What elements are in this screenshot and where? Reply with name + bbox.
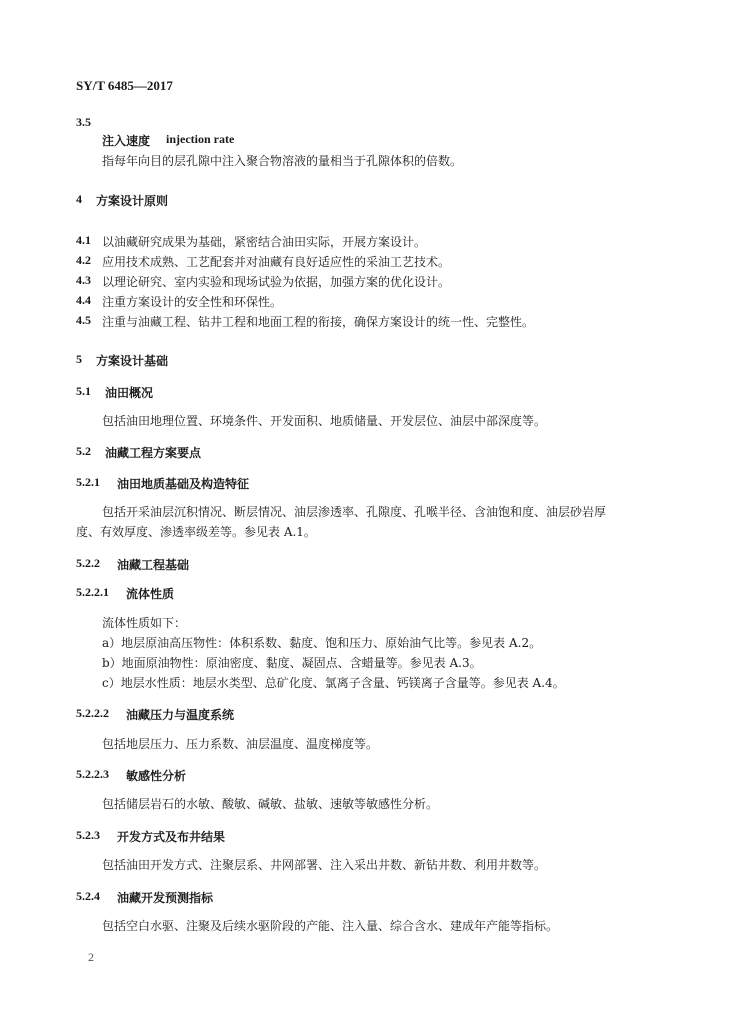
clause-number: 5.1 bbox=[76, 384, 91, 398]
clause-number: 5.2 bbox=[76, 444, 91, 458]
clause-text: 注重与油藏工程、钻井工程和地面工程的衔接，确保方案设计的统一性、完整性。 bbox=[102, 315, 535, 329]
clause-text: 包括空白水驱、注聚及后续水驱阶段的产能、注入量、综合含水、建成年产能等指标。 bbox=[102, 919, 559, 933]
page-number: 2 bbox=[88, 950, 94, 964]
clause-number: 5.2.4 bbox=[76, 889, 100, 903]
section-title: 方案设计原则 bbox=[96, 194, 169, 208]
clause-text: 以理论研究、室内实验和现场试验为依据，加强方案的优化设计。 bbox=[102, 275, 451, 289]
clause-text: 包括油田地理位置、环境条件、开发面积、地质储量、开发层位、油层中部深度等。 bbox=[102, 414, 547, 428]
clause-number: 3.5 bbox=[76, 115, 91, 129]
clause-title: 油藏压力与温度系统 bbox=[126, 708, 235, 722]
term-english: injection rate bbox=[166, 132, 235, 146]
standard-number: SY/T 6485—2017 bbox=[76, 78, 173, 93]
clause-number: 5.2.2.1 bbox=[76, 585, 109, 599]
clause-title: 油田概况 bbox=[105, 386, 154, 400]
clause-text: 应用技术成熟、工艺配套并对油藏有良好适应性的采油工艺技术。 bbox=[102, 255, 451, 269]
clause-number: 5.2.2 bbox=[76, 556, 100, 570]
clause-number: 5.2.2.2 bbox=[76, 706, 109, 720]
clause-number: 4.3 bbox=[76, 273, 91, 287]
clause-title: 油藏开发预测指标 bbox=[117, 891, 214, 905]
clause-text: 注重方案设计的安全性和环保性。 bbox=[102, 295, 283, 309]
list-item: a）地层原油高压物性：体积系数、黏度、饱和压力、原始油气比等。参见表 A.2。 bbox=[102, 636, 542, 650]
list-item: b）地面原油物性：原油密度、黏度、凝固点、含蜡量等。参见表 A.3。 bbox=[102, 656, 482, 670]
clause-number: 4.5 bbox=[76, 313, 91, 327]
clause-text: 包括储层岩石的水敏、酸敏、碱敏、盐敏、速敏等敏感性分析。 bbox=[102, 797, 439, 811]
clause-number: 4.1 bbox=[76, 233, 91, 247]
clause-number: 5.2.1 bbox=[76, 475, 100, 489]
clause-text: 包括地层压力、压力系数、油层温度、温度梯度等。 bbox=[102, 737, 379, 751]
section-number: 5 bbox=[76, 352, 82, 366]
clause-text: 以油藏研究成果为基础，紧密结合油田实际，开展方案设计。 bbox=[102, 235, 427, 249]
clause-number: 4.4 bbox=[76, 293, 91, 307]
clause-number: 5.2.3 bbox=[76, 828, 100, 842]
clause-number: 5.2.2.3 bbox=[76, 767, 109, 781]
clause-title: 流体性质 bbox=[126, 587, 175, 601]
clause-title: 开发方式及布井结果 bbox=[117, 830, 226, 844]
term-chinese: 注入速度 bbox=[102, 134, 151, 148]
section-title: 方案设计基础 bbox=[96, 354, 169, 368]
section-number: 4 bbox=[76, 192, 82, 206]
clause-title: 油田地质基础及构造特征 bbox=[117, 477, 250, 491]
list-item: c）地层水性质：地层水类型、总矿化度、氯离子含量、钙镁离子含量等。参见表 A.4。 bbox=[102, 676, 565, 690]
term-definition: 指每年向目的层孔隙中注入聚合物溶液的量相当于孔隙体积的倍数。 bbox=[102, 154, 463, 168]
clause-text: 包括油田开发方式、注聚层系、井网部署、注入采出井数、新钻井数、利用井数等。 bbox=[102, 858, 547, 872]
clause-title: 敏感性分析 bbox=[126, 769, 187, 783]
clause-number: 4.2 bbox=[76, 253, 91, 267]
list-intro: 流体性质如下： bbox=[102, 616, 187, 630]
clause-text: 包括开采油层沉积情况、断层情况、油层渗透率、孔隙度、孔喉半径、含油饱和度、油层砂岩厚 bbox=[102, 505, 607, 519]
clause-title: 油藏工程基础 bbox=[117, 558, 190, 572]
clause-title: 油藏工程方案要点 bbox=[105, 446, 202, 460]
clause-text-continued: 度、有效厚度、渗透率级差等。参见表 A.1。 bbox=[76, 525, 316, 539]
